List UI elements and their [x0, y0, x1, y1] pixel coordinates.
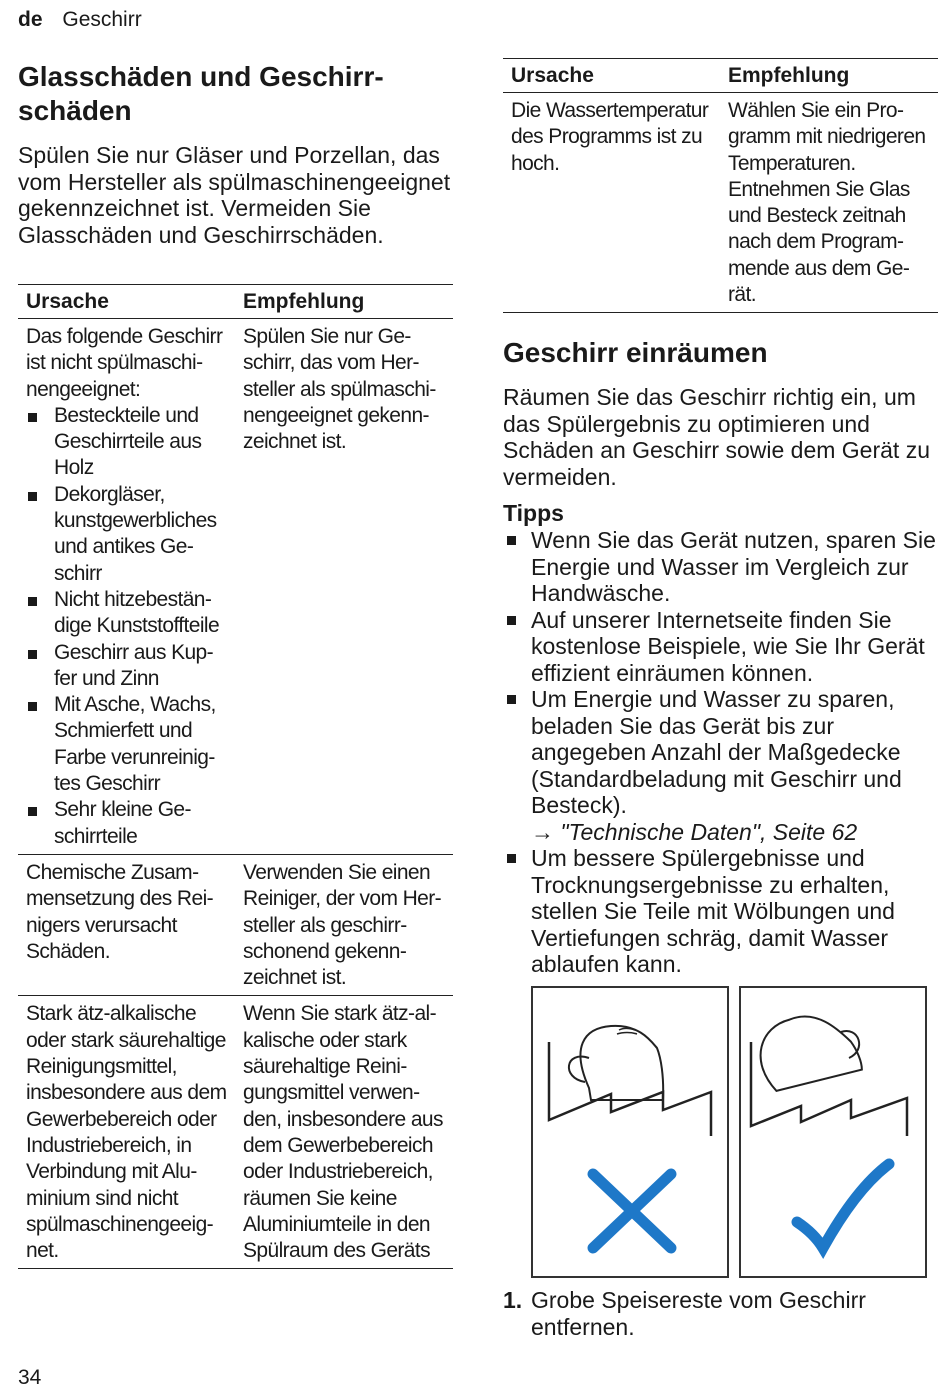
- temperature-table: [503, 58, 938, 313]
- list-item: Sehr kleine Geschirrteile: [26, 797, 227, 850]
- header-recommendation: Empfehlung: [720, 59, 938, 93]
- table-row: [503, 93, 938, 313]
- recommendation-cell: Wählen Sie ein Programm mit niedrigeren Temperaturen. Entnehmen Sie Glas und Besteck zeitnah nach dem Programmende aus dem Gerät.: [720, 93, 938, 313]
- header-cause: Ursache: [18, 285, 235, 319]
- list-item: [503, 686, 943, 845]
- loading-intro: Räumen Sie das Geschirr richtig ein, um das Spülergebnis zu optimieren und Schäden an Geschirr sowie dem Gerät zu vermeiden.: [503, 384, 930, 490]
- section-title-loading: Geschirr einräumen: [503, 337, 768, 368]
- section-name: Geschirr: [62, 8, 142, 31]
- tips-list: [503, 527, 943, 978]
- tips-heading: Tipps: [503, 500, 564, 526]
- correct-placement-panel: [740, 987, 926, 1277]
- table-row: [18, 319, 453, 855]
- damage-table: [18, 284, 453, 1269]
- list-item: Nicht hitzebeständige Kunststoffteile: [26, 587, 227, 640]
- language-tag: de: [18, 8, 43, 31]
- cause-cell: Stark ätz-alkalische oder stark säurehaltige Reinigungsmittel, insbesondere aus dem Gewerbebereich oder Industriebereich, in Verbindung mit Aluminium sind nicht spülmaschinengeeignet.: [18, 996, 235, 1269]
- cross-reference-link[interactable]: → "Technische Daten", Seite 62: [531, 818, 858, 845]
- list-item: Auf unserer Internetseite finden Sie kostenlose Beispiele, wie Sie Ihr Gerät effizient einräumen können.: [503, 607, 943, 687]
- tip-text: Um Energie und Wasser zu sparen, beladen Sie das Gerät bis zur angegeben Anzahl der Maßgedecke (Standardbeladung mit Geschirr und Besteck).: [531, 686, 902, 818]
- recommendation-cell: Verwenden Sie einen Reiniger, der vom Hersteller als geschirrschonend gekennzeichnet ist.: [235, 854, 453, 995]
- list-item: Dekorgläser, kunstgewerbliches und antikes Geschirr: [26, 482, 227, 587]
- header-cause: Ursache: [503, 59, 720, 93]
- list-item: Um bessere Spülergebnisse und Trocknungsergebnisse zu erhalten, stellen Sie Teile mit Wölbungen und Vertiefungen schräg, damit Wasser ablaufen kann.: [503, 845, 943, 978]
- list-item: Besteckteile und Geschirrteile aus Holz: [26, 403, 227, 482]
- cup-placement-illustration: [531, 986, 927, 1278]
- table-header-row: [18, 285, 453, 319]
- section-title-glass-damage: [18, 60, 453, 128]
- unsuitable-items-list: [26, 403, 227, 850]
- recommendation-cell: Wenn Sie stark ätz-alkalische oder stark säurehaltige Reinigungsmittel verwenden, insbesondere aus dem Gewerbebereich oder Industriebereich, räumen Sie keine Aluminiumteile in den Spülraum des Geräts: [235, 996, 453, 1269]
- table-row: [18, 854, 453, 995]
- intro-paragraph: Spülen Sie nur Gläser und Porzellan, das vom Hersteller als spülmaschinengeeignet gekennzeichnet ist. Vermeiden Sie Glasschäden und Geschirrschäden.: [18, 142, 451, 248]
- step-number: 1.: [503, 1287, 523, 1313]
- recommendation-cell: Spülen Sie nur Geschirr, das vom Hersteller als spülmaschinengeeignet gekennzeichnet ist.: [235, 319, 453, 855]
- list-item: Geschirr aus Kupfer und Zinn: [26, 640, 227, 693]
- header-recommendation: Empfehlung: [235, 285, 453, 319]
- wrong-placement-panel: [532, 987, 728, 1277]
- list-item: Wenn Sie das Gerät nutzen, sparen Sie Energie und Wasser im Vergleich zur Handwäsche.: [503, 527, 943, 607]
- page-number: 34: [18, 1366, 42, 1389]
- title-line-2: schäden: [18, 95, 132, 126]
- cause-text: Das folgende Geschirr ist nicht spülmaschinengeeignet:: [26, 325, 223, 401]
- cause-cell: Die Wassertemperatur des Programms ist zu hoch.: [503, 93, 720, 313]
- step-text: Grobe Speisereste vom Geschirr entfernen.: [531, 1287, 866, 1340]
- cause-cell: [18, 319, 235, 855]
- step-1: [503, 1287, 950, 1340]
- title-line-1: Glasschäden und Geschirr-: [18, 61, 384, 92]
- table-row: [18, 996, 453, 1269]
- list-item: Mit Asche, Wachs, Schmierfett und Farbe verunreinigtes Geschirr: [26, 692, 227, 797]
- page-header: [18, 8, 142, 32]
- table-header-row: [503, 59, 938, 93]
- cause-cell: Chemische Zusammensetzung des Reinigers verursacht Schäden.: [18, 854, 235, 995]
